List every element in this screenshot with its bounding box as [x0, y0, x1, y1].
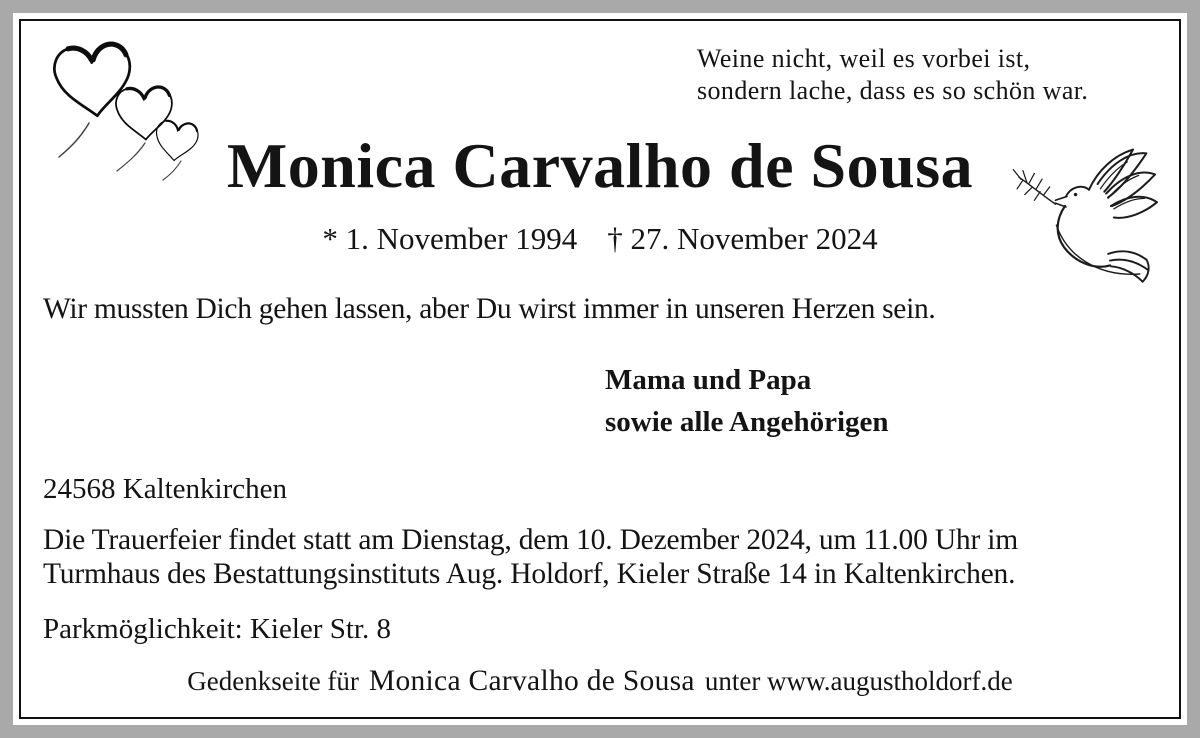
- memorial-card: [13, 13, 1187, 725]
- death-date: † 27. November 2024: [607, 221, 878, 256]
- memorial-site-line: [21, 665, 1179, 698]
- location-text: 24568 Kaltenkirchen: [43, 473, 288, 505]
- memorial-deceased-name: Monica Carvalho de Sousa: [368, 665, 695, 697]
- service-line-1: Die Trauerfeier findet statt am Dienstag, dem 10. Dezember 2024, um 11.00 Uhr im: [43, 524, 1019, 556]
- life-dates: [21, 221, 1179, 257]
- farewell-text: Wir mussten Dich gehen lassen, aber Du wirst immer in unseren Herzen sein.: [43, 293, 936, 325]
- mourners-line-2: sowie alle Angehörigen: [605, 406, 889, 438]
- quote-line-2: sondern lache, dass es so schön war.: [697, 76, 1089, 105]
- quote-line-1: Weine nicht, weil es vorbei ist,: [697, 44, 1031, 73]
- dove-olive-branch-icon: [1011, 139, 1165, 297]
- service-details: [43, 523, 1018, 591]
- memorial-prefix: Gedenkseite für: [187, 666, 359, 696]
- memorial-website: unter www.augustholdorf.de: [704, 666, 1013, 696]
- service-line-2: Turmhaus des Bestattungsinstituts Aug. Holdorf, Kieler Straße 14 in Kaltenkirchen.: [43, 558, 1016, 590]
- mourners-line-1: Mama und Papa: [605, 364, 812, 396]
- deceased-name: Monica Carvalho de Sousa: [226, 130, 974, 201]
- parking-info: Parkmöglichkeit: Kieler Str. 8: [43, 613, 391, 645]
- memorial-quote: [697, 43, 1088, 107]
- birth-date: * 1. November 1994: [322, 221, 578, 256]
- mourners-block: [605, 359, 889, 443]
- memorial-card-inner: [19, 19, 1181, 719]
